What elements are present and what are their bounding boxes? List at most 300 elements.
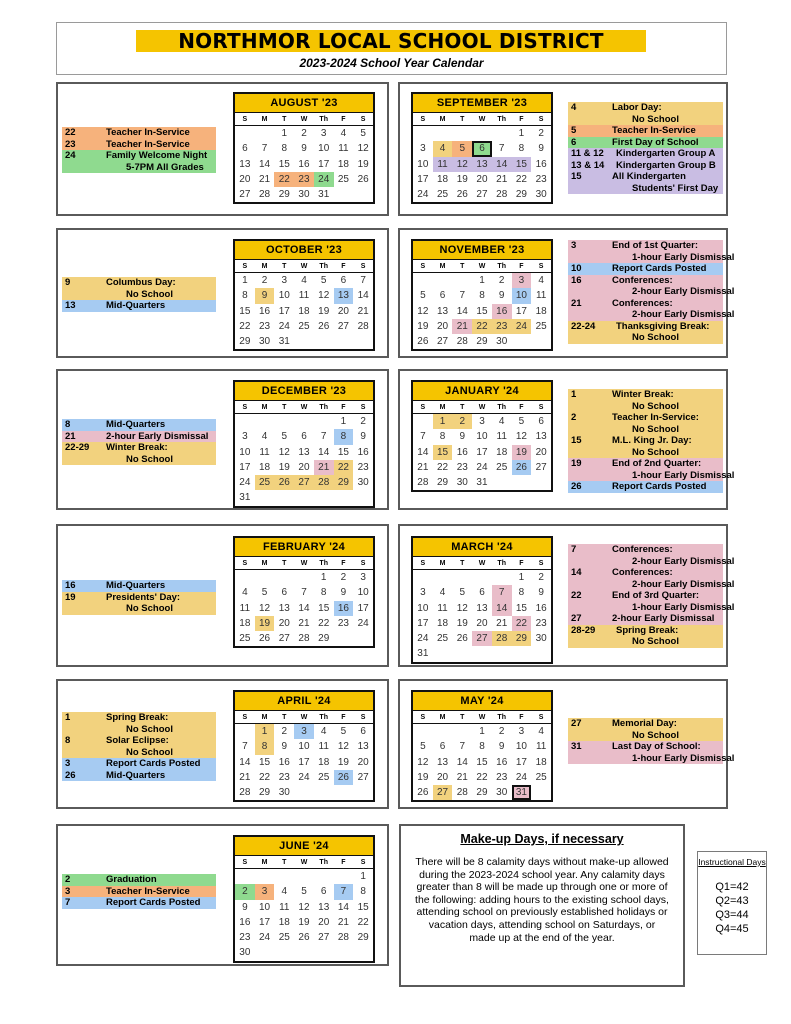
day-cell: 4 bbox=[498, 416, 505, 427]
legend-item bbox=[62, 419, 216, 431]
empty-cell bbox=[433, 273, 453, 288]
day-cell: 30 bbox=[535, 633, 547, 645]
day-cell: 26 bbox=[417, 336, 429, 348]
legend-text: End of 2nd Quarter: bbox=[612, 458, 702, 469]
weekday-label: M bbox=[439, 714, 446, 721]
legend-text: Teacher In-Service bbox=[612, 125, 696, 136]
day-cell: 3 bbox=[255, 884, 275, 899]
instructional-days-title: Instructional Days bbox=[698, 857, 766, 867]
day-cell: 3 bbox=[518, 726, 525, 737]
day-cell: 13 bbox=[472, 157, 492, 172]
day-cell: 1 bbox=[518, 572, 525, 583]
day-cell: 16 bbox=[334, 601, 354, 616]
legend-text: Mid-Quarters bbox=[106, 580, 166, 591]
day-cell: 1 bbox=[242, 275, 248, 286]
day-cell: 28 bbox=[298, 633, 310, 645]
day-cell: 14 bbox=[337, 901, 349, 913]
legend-date: 26 bbox=[571, 481, 582, 492]
month-panel-august bbox=[56, 82, 389, 216]
day-cell: 31 bbox=[476, 477, 488, 489]
legend-date: 3 bbox=[65, 758, 71, 769]
day-cell: 25 bbox=[535, 771, 547, 783]
legend-text: Report Cards Posted bbox=[106, 758, 201, 769]
day-grid bbox=[235, 724, 373, 800]
page-title: NORTHMOR LOCAL SCHOOL DISTRICT bbox=[136, 30, 646, 52]
legend-date: 22-29 bbox=[65, 442, 90, 453]
legend-text: Thanksgiving Break: bbox=[616, 320, 710, 332]
weekday-label: S bbox=[360, 263, 366, 270]
day-cell: 13 bbox=[278, 602, 290, 614]
day-cell: 5 bbox=[518, 416, 525, 427]
day-cell: 21 bbox=[298, 617, 310, 629]
day-cell: 16 bbox=[535, 158, 547, 170]
legend-item bbox=[568, 125, 723, 137]
weekday-header bbox=[413, 113, 551, 126]
legend-date: 1 bbox=[65, 712, 71, 723]
day-cell: 20 bbox=[437, 771, 449, 783]
weekday-label: S bbox=[538, 116, 544, 123]
legend-text: All Kindergarten bbox=[612, 171, 686, 182]
legend-date: 26 bbox=[65, 769, 76, 781]
month-title: MARCH '24 bbox=[413, 538, 551, 557]
day-cell: 2 bbox=[235, 884, 255, 899]
weekday-label: M bbox=[261, 560, 268, 567]
day-cell: 31 bbox=[512, 785, 532, 800]
month-calendar bbox=[233, 835, 375, 963]
legend-text: No School bbox=[632, 332, 679, 343]
legend-item bbox=[62, 150, 216, 162]
day-cell: 23 bbox=[337, 617, 349, 629]
day-cell: 4 bbox=[281, 886, 288, 898]
day-cell: 14 bbox=[492, 601, 512, 616]
day-cell: 6 bbox=[242, 143, 248, 155]
weekday-label: F bbox=[519, 560, 524, 567]
day-cell: 11 bbox=[437, 602, 448, 614]
weekday-header bbox=[235, 856, 373, 869]
legend-text: Kindergarten Group B bbox=[616, 159, 716, 171]
day-cell: 18 bbox=[239, 617, 251, 629]
day-cell: 29 bbox=[239, 336, 251, 348]
day-cell: 4 bbox=[538, 275, 544, 286]
instructional-days-list bbox=[698, 880, 766, 936]
empty-cell bbox=[492, 126, 512, 141]
legend-date: 11 & 12 bbox=[571, 148, 604, 159]
day-cell: 14 bbox=[456, 305, 468, 317]
day-cell: 3 bbox=[294, 724, 314, 739]
legend-item bbox=[62, 770, 216, 782]
weekday-label: M bbox=[261, 404, 268, 411]
legend-item bbox=[568, 567, 723, 579]
legend bbox=[62, 874, 216, 909]
weekday-label: Th bbox=[319, 714, 328, 721]
legend-item bbox=[568, 171, 723, 183]
day-cell: 9 bbox=[459, 431, 466, 443]
legend bbox=[568, 389, 735, 493]
legend-item bbox=[62, 897, 216, 909]
day-cell: 8 bbox=[334, 429, 354, 444]
day-cell: 17 bbox=[259, 916, 271, 928]
day-cell: 27 bbox=[535, 461, 547, 473]
month-title: AUGUST '23 bbox=[235, 94, 373, 113]
day-cell: 7 bbox=[261, 143, 268, 155]
empty-cell bbox=[413, 570, 433, 585]
empty-cell bbox=[413, 126, 433, 141]
day-cell: 28 bbox=[456, 787, 468, 799]
day-cell: 17 bbox=[417, 617, 429, 629]
day-cell: 15 bbox=[357, 901, 369, 913]
month-title: OCTOBER '23 bbox=[235, 241, 373, 260]
legend-text: 1-hour Early Dismissal bbox=[632, 752, 735, 764]
legend-text: Family Welcome Night bbox=[106, 150, 208, 161]
day-grid bbox=[235, 126, 373, 202]
day-cell: 21 bbox=[357, 305, 369, 317]
day-cell: 25 bbox=[318, 771, 330, 783]
legend-text: Mid-Quarters bbox=[106, 769, 166, 781]
day-cell: 7 bbox=[301, 587, 307, 599]
day-cell: 5 bbox=[340, 726, 347, 737]
day-cell: 16 bbox=[492, 304, 512, 319]
day-cell: 21 bbox=[456, 771, 468, 783]
day-cell: 10 bbox=[515, 741, 527, 753]
month-calendar bbox=[411, 380, 553, 492]
day-cell: 19 bbox=[298, 916, 310, 928]
day-cell: 25 bbox=[255, 475, 275, 490]
legend-text: Mid-Quarters bbox=[106, 419, 166, 430]
day-cell: 28 bbox=[357, 320, 369, 332]
day-cell: 10 bbox=[239, 446, 251, 458]
month-panel-december bbox=[56, 369, 389, 510]
legend-item bbox=[568, 286, 735, 298]
day-cell: 6 bbox=[479, 587, 485, 599]
weekday-header bbox=[235, 711, 373, 724]
month-calendar bbox=[411, 92, 553, 204]
weekday-label: Th bbox=[319, 116, 328, 123]
empty-cell bbox=[235, 414, 255, 429]
legend-text: Winter Break: bbox=[612, 389, 674, 400]
day-cell: 8 bbox=[255, 739, 275, 754]
legend-text: No School bbox=[126, 603, 173, 614]
legend-text: First Day of School bbox=[612, 136, 699, 148]
day-cell: 24 bbox=[512, 319, 532, 334]
day-cell: 28 bbox=[496, 189, 508, 201]
day-cell: 28 bbox=[492, 631, 512, 646]
day-cell: 30 bbox=[278, 787, 290, 799]
day-grid bbox=[413, 724, 551, 800]
empty-cell bbox=[235, 570, 255, 585]
day-cell: 23 bbox=[456, 461, 468, 473]
legend-text: Spring Break: bbox=[106, 712, 169, 723]
weekday-label: M bbox=[261, 859, 268, 866]
day-cell: 26 bbox=[456, 189, 468, 201]
day-cell: 24 bbox=[259, 932, 271, 944]
legend-text: Last Day of School: bbox=[612, 741, 701, 752]
month-panel-march bbox=[398, 524, 735, 667]
legend-text: Graduation bbox=[106, 874, 157, 885]
month-panel-february bbox=[56, 524, 389, 667]
weekday-label: T bbox=[282, 859, 287, 866]
legend-text: Winter Break: bbox=[106, 442, 168, 453]
day-grid bbox=[413, 414, 551, 490]
day-cell: 18 bbox=[298, 305, 310, 317]
day-cell: 12 bbox=[515, 431, 527, 443]
weekday-label: T bbox=[282, 560, 287, 567]
day-cell: 22 bbox=[259, 771, 271, 783]
weekday-label: F bbox=[519, 714, 524, 721]
legend-item bbox=[568, 752, 735, 765]
legend-item bbox=[62, 442, 216, 454]
day-cell: 13 bbox=[298, 446, 310, 458]
day-cell: 18 bbox=[535, 305, 547, 317]
legend-item bbox=[568, 137, 723, 149]
legend-text: Report Cards Posted bbox=[106, 897, 201, 908]
weekday-label: S bbox=[538, 404, 544, 411]
empty-cell bbox=[314, 869, 334, 884]
legend-date: 21 bbox=[571, 297, 582, 309]
legend-text: 1-hour Early Dismissal bbox=[632, 601, 735, 613]
day-cell: 11 bbox=[298, 290, 310, 302]
legend-date: 3 bbox=[571, 240, 577, 251]
month-title: JUNE '24 bbox=[235, 837, 373, 856]
weekday-label: M bbox=[261, 714, 268, 721]
legend-text: Report Cards Posted bbox=[612, 263, 707, 274]
day-cell: 9 bbox=[538, 143, 544, 155]
day-cell: 5 bbox=[301, 886, 307, 898]
day-cell: 9 bbox=[498, 741, 505, 753]
month-calendar bbox=[411, 690, 553, 802]
weekday-header bbox=[413, 401, 551, 414]
month-calendar bbox=[411, 536, 553, 664]
legend-text: Memorial Day: bbox=[612, 718, 677, 729]
legend bbox=[62, 127, 216, 173]
legend-date: 16 bbox=[65, 580, 76, 591]
legend-text: No School bbox=[126, 288, 173, 300]
day-cell: 21 bbox=[496, 617, 508, 629]
day-cell: 12 bbox=[417, 305, 429, 317]
weekday-label: F bbox=[519, 404, 524, 411]
legend-text: Presidents' Day: bbox=[106, 591, 181, 603]
legend-text: Teacher In-Service bbox=[106, 127, 190, 138]
legend-item bbox=[568, 435, 723, 447]
weekday-label: W bbox=[300, 263, 308, 270]
day-cell: 3 bbox=[360, 572, 366, 583]
day-cell: 9 bbox=[538, 587, 544, 599]
day-cell: 29 bbox=[512, 631, 532, 646]
day-cell: 15 bbox=[278, 158, 290, 170]
weekday-label: Th bbox=[497, 116, 506, 123]
day-cell: 16 bbox=[535, 602, 547, 614]
day-cell: 11 bbox=[535, 741, 547, 753]
empty-cell bbox=[492, 570, 512, 585]
day-cell: 20 bbox=[535, 446, 547, 458]
month-panel-april bbox=[56, 679, 389, 809]
legend-item bbox=[568, 114, 723, 126]
day-cell: 22 bbox=[274, 172, 294, 187]
empty-cell bbox=[452, 724, 472, 739]
day-cell: 1 bbox=[360, 871, 366, 882]
day-cell: 1 bbox=[281, 128, 288, 139]
weekday-label: S bbox=[538, 714, 544, 721]
day-cell: 12 bbox=[452, 157, 472, 172]
day-cell: 22 bbox=[239, 320, 251, 332]
empty-cell bbox=[433, 126, 453, 141]
legend-text: 2-hour Early Dismissal bbox=[612, 613, 715, 624]
day-cell: 5 bbox=[452, 141, 472, 156]
legend-item bbox=[62, 886, 216, 898]
day-cell: 26 bbox=[334, 770, 354, 785]
day-cell: 4 bbox=[242, 587, 248, 599]
empty-cell bbox=[235, 869, 255, 884]
day-cell: 17 bbox=[476, 446, 488, 458]
weekday-label: S bbox=[420, 404, 426, 411]
weekday-label: S bbox=[420, 263, 426, 270]
day-cell: 2 bbox=[261, 275, 268, 286]
weekday-label: T bbox=[282, 116, 287, 123]
legend-date: 22 bbox=[65, 127, 76, 138]
day-cell: 3 bbox=[281, 275, 288, 286]
legend-text: 5-7PM All Grades bbox=[126, 161, 204, 173]
legend-date: 19 bbox=[65, 591, 76, 603]
legend bbox=[568, 718, 735, 764]
weekday-label: S bbox=[242, 560, 248, 567]
day-cell: 10 bbox=[512, 288, 532, 303]
day-cell: 14 bbox=[259, 158, 271, 170]
legend-date: 2 bbox=[571, 412, 577, 423]
day-grid bbox=[235, 869, 373, 961]
day-cell: 26 bbox=[274, 475, 294, 490]
day-cell: 10 bbox=[357, 587, 369, 599]
day-cell: 4 bbox=[261, 431, 268, 443]
day-cell: 27 bbox=[357, 771, 369, 783]
legend-text: Solar Eclipse: bbox=[106, 735, 169, 746]
legend-item bbox=[568, 544, 723, 556]
weekday-label: Th bbox=[497, 714, 506, 721]
day-cell: 11 bbox=[259, 446, 270, 458]
day-cell: 1 bbox=[479, 275, 485, 286]
day-cell: 17 bbox=[417, 173, 429, 185]
legend bbox=[62, 277, 216, 312]
day-cell: 28 bbox=[259, 189, 271, 201]
day-cell: 10 bbox=[417, 158, 429, 170]
empty-cell bbox=[294, 570, 314, 585]
day-cell: 11 bbox=[535, 290, 547, 302]
weekday-label: S bbox=[538, 560, 544, 567]
weekday-label: W bbox=[300, 560, 308, 567]
legend-text: No School bbox=[126, 453, 173, 465]
day-cell: 16 bbox=[298, 158, 310, 170]
weekday-label: W bbox=[478, 714, 486, 721]
day-cell: 18 bbox=[437, 173, 449, 185]
weekday-header bbox=[413, 260, 551, 273]
legend-date: 31 bbox=[571, 741, 582, 752]
day-cell: 19 bbox=[417, 320, 429, 332]
weekday-label: Th bbox=[319, 404, 328, 411]
legend-text: 2-hour Early Dismissal bbox=[632, 286, 735, 297]
month-title: SEPTEMBER '23 bbox=[413, 94, 551, 113]
day-cell: 25 bbox=[496, 461, 508, 473]
day-cell: 8 bbox=[320, 587, 327, 599]
day-cell: 12 bbox=[298, 901, 310, 913]
day-cell: 23 bbox=[294, 172, 314, 187]
day-cell: 21 bbox=[314, 460, 334, 475]
legend-date: 9 bbox=[65, 277, 71, 288]
day-cell: 19 bbox=[357, 158, 369, 170]
day-grid bbox=[413, 570, 551, 662]
day-cell: 31 bbox=[278, 336, 290, 348]
day-cell: 1 bbox=[320, 572, 327, 583]
weekday-label: F bbox=[341, 404, 346, 411]
legend-text: 1-hour Early Dismissal bbox=[632, 469, 735, 481]
day-cell: 17 bbox=[278, 305, 290, 317]
empty-cell bbox=[413, 414, 433, 429]
weekday-label: T bbox=[282, 404, 287, 411]
legend-text: M.L. King Jr. Day: bbox=[612, 435, 692, 446]
legend-item bbox=[62, 747, 216, 759]
day-cell: 27 bbox=[337, 320, 349, 332]
weekday-label: T bbox=[460, 714, 465, 721]
day-cell: 9 bbox=[255, 288, 275, 303]
day-cell: 15 bbox=[239, 305, 251, 317]
day-cell: 21 bbox=[337, 916, 349, 928]
legend-text: Teacher In-Service bbox=[106, 138, 190, 150]
day-cell: 14 bbox=[318, 446, 330, 458]
weekday-label: S bbox=[420, 714, 426, 721]
day-cell: 16 bbox=[239, 916, 251, 928]
day-cell: 30 bbox=[456, 477, 468, 489]
day-cell: 28 bbox=[314, 475, 334, 490]
legend-text: No School bbox=[126, 746, 173, 758]
legend-item bbox=[568, 263, 723, 275]
day-cell: 12 bbox=[456, 602, 468, 614]
day-cell: 21 bbox=[239, 771, 251, 783]
day-cell: 27 bbox=[476, 189, 488, 201]
weekday-label: S bbox=[360, 714, 366, 721]
day-cell: 10 bbox=[476, 431, 488, 443]
day-cell: 24 bbox=[357, 617, 369, 629]
day-cell: 25 bbox=[337, 173, 349, 185]
day-cell: 2 bbox=[281, 726, 288, 737]
day-cell: 2 bbox=[360, 416, 366, 427]
legend-item bbox=[62, 580, 216, 592]
weekday-label: M bbox=[439, 116, 446, 123]
legend bbox=[568, 240, 735, 344]
day-cell: 20 bbox=[298, 461, 310, 473]
legend-date: 13 bbox=[65, 300, 76, 311]
day-cell: 7 bbox=[459, 741, 466, 753]
legend-date: 4 bbox=[571, 102, 577, 113]
legend-item bbox=[568, 389, 723, 401]
day-cell: 22 bbox=[318, 617, 330, 629]
legend-item bbox=[62, 300, 216, 312]
day-cell: 24 bbox=[417, 189, 429, 201]
day-cell: 19 bbox=[337, 756, 349, 768]
weekday-label: M bbox=[439, 560, 446, 567]
weekday-label: Th bbox=[497, 404, 506, 411]
legend-text: Spring Break: bbox=[616, 624, 679, 636]
day-cell: 14 bbox=[417, 446, 429, 458]
day-cell: 26 bbox=[259, 633, 271, 645]
month-title: APRIL '24 bbox=[235, 692, 373, 711]
empty-cell bbox=[472, 126, 492, 141]
day-cell: 25 bbox=[298, 320, 310, 332]
legend-date: 22-24 bbox=[571, 320, 596, 332]
day-cell: 20 bbox=[337, 305, 349, 317]
day-cell: 18 bbox=[259, 461, 271, 473]
day-cell: 10 bbox=[298, 741, 310, 753]
empty-cell bbox=[255, 126, 275, 141]
day-cell: 21 bbox=[417, 461, 429, 473]
day-cell: 28 bbox=[337, 932, 349, 944]
day-cell: 17 bbox=[515, 756, 527, 768]
